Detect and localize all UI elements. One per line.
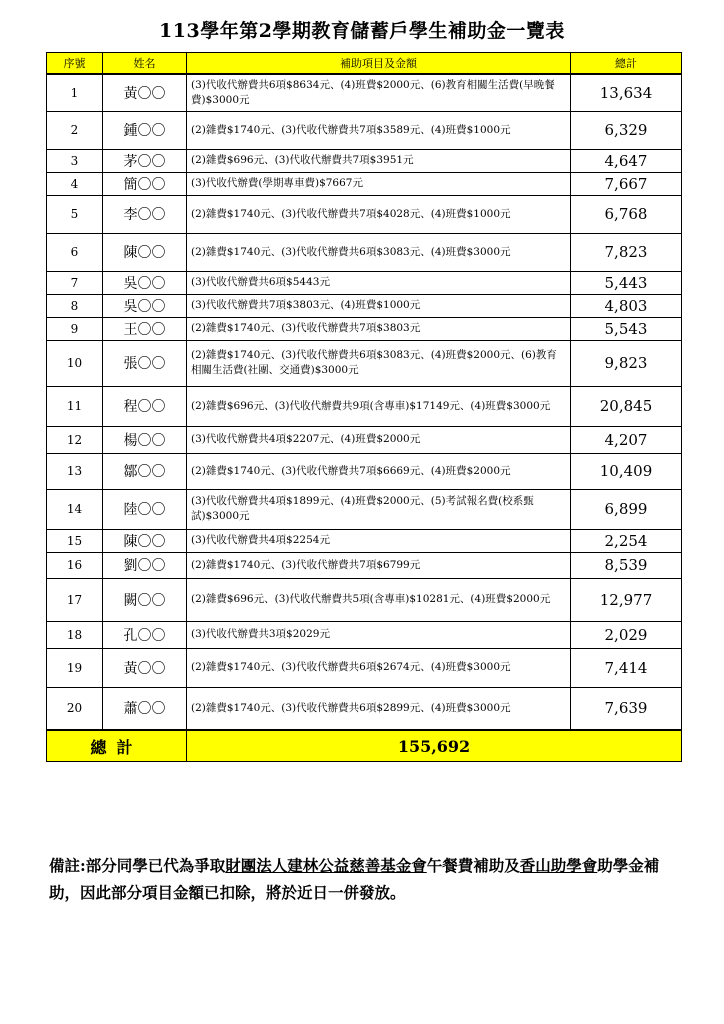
row-item: (2)雜費$1740元、(3)代收代辦費共7項$3803元 (187, 317, 571, 340)
row-item: (2)雜費$696元、(3)代收代辦費共9項(含專車)$17149元、(4)班費$3000元 (187, 386, 571, 426)
row-total: 13,634 (571, 74, 682, 111)
row-total: 10,409 (571, 453, 682, 489)
row-total: 7,823 (571, 233, 682, 271)
table-row (47, 687, 682, 730)
row-no: 13 (47, 453, 103, 489)
row-item: (2)雜費$696元、(3)代收代辦費共5項(含專車)$10281元、(4)班費$2000元 (187, 578, 571, 621)
table-row (47, 648, 682, 687)
row-item: (3)代收代辦費共4項$1899元、(4)班費$2000元、(5)考試報名費(校系甄試)$3000元 (187, 489, 571, 529)
table-row (47, 195, 682, 233)
table-row (47, 317, 682, 340)
table-row (47, 233, 682, 271)
table-row (47, 621, 682, 648)
table-row (47, 552, 682, 578)
row-item: (3)代收代辦費共7項$3803元、(4)班費$1000元 (187, 294, 571, 317)
row-total: 20,845 (571, 386, 682, 426)
row-total: 2,254 (571, 529, 682, 552)
row-name: 鍾〇〇 (103, 111, 187, 149)
note (49, 852, 674, 906)
row-total: 9,823 (571, 340, 682, 386)
row-name: 劉〇〇 (103, 552, 187, 578)
row-no: 16 (47, 552, 103, 578)
row-no: 19 (47, 648, 103, 687)
table-body (47, 74, 682, 730)
row-no: 1 (47, 74, 103, 111)
row-name: 鄒〇〇 (103, 453, 187, 489)
row-item: (2)雜費$1740元、(3)代收代辦費共7項$3589元、(4)班費$1000元 (187, 111, 571, 149)
table-row (47, 149, 682, 172)
row-no: 20 (47, 687, 103, 730)
header-item: 補助項目及金額 (187, 53, 571, 75)
row-total: 4,803 (571, 294, 682, 317)
row-no: 3 (47, 149, 103, 172)
sum-label: 總計 (47, 730, 187, 762)
row-item: (2)雜費$1740元、(3)代收代辦費共7項$4028元、(4)班費$1000元 (187, 195, 571, 233)
row-name: 李〇〇 (103, 195, 187, 233)
row-no: 9 (47, 317, 103, 340)
row-total: 4,647 (571, 149, 682, 172)
row-name: 王〇〇 (103, 317, 187, 340)
row-name: 闕〇〇 (103, 578, 187, 621)
row-no: 18 (47, 621, 103, 648)
row-no: 4 (47, 172, 103, 195)
row-name: 陳〇〇 (103, 233, 187, 271)
table-row (47, 453, 682, 489)
table-header-row (47, 53, 682, 75)
row-no: 2 (47, 111, 103, 149)
row-item: (2)雜費$1740元、(3)代收代辦費共7項$6799元 (187, 552, 571, 578)
document-title: 113學年第2學期教育儲蓄戶學生補助金一覽表 (159, 20, 565, 42)
row-name: 程〇〇 (103, 386, 187, 426)
row-name: 張〇〇 (103, 340, 187, 386)
row-name: 陳〇〇 (103, 529, 187, 552)
row-item: (2)雜費$1740元、(3)代收代辦費共6項$2899元、(4)班費$3000元 (187, 687, 571, 730)
row-name: 楊〇〇 (103, 426, 187, 453)
row-item: (3)代收代辦費共6項$5443元 (187, 271, 571, 294)
subsidy-table (46, 52, 682, 762)
row-total: 7,414 (571, 648, 682, 687)
sum-row (47, 730, 682, 762)
row-total: 5,443 (571, 271, 682, 294)
row-name: 茅〇〇 (103, 149, 187, 172)
row-name: 簡〇〇 (103, 172, 187, 195)
row-total: 7,667 (571, 172, 682, 195)
row-total: 6,768 (571, 195, 682, 233)
table-row (47, 426, 682, 453)
row-item: (3)代收代辦費共4項$2207元、(4)班費$2000元 (187, 426, 571, 453)
row-no: 8 (47, 294, 103, 317)
table-row (47, 74, 682, 111)
note-org1: 財團法人建林公益慈善基金會 (225, 856, 427, 875)
row-total: 4,207 (571, 426, 682, 453)
row-name: 吳〇〇 (103, 271, 187, 294)
row-no: 17 (47, 578, 103, 621)
row-item: (2)雜費$1740元、(3)代收代辦費共7項$6669元、(4)班費$2000元 (187, 453, 571, 489)
note-prefix: 備註:部分同學已代為爭取 (49, 856, 226, 875)
row-no: 10 (47, 340, 103, 386)
row-item: (2)雜費$1740元、(3)代收代辦費共6項$3083元、(4)班費$2000元、(6)教育相關生活費(社團、交通費)$3000元 (187, 340, 571, 386)
table-row (47, 489, 682, 529)
row-name: 蕭〇〇 (103, 687, 187, 730)
table-row (47, 578, 682, 621)
table-row (47, 340, 682, 386)
row-total: 5,543 (571, 317, 682, 340)
sum-value: 155,692 (187, 730, 682, 762)
row-no: 12 (47, 426, 103, 453)
row-total: 7,639 (571, 687, 682, 730)
table-row (47, 172, 682, 195)
note-middle: 午餐費補助及 (426, 856, 520, 875)
header-no: 序號 (47, 53, 103, 75)
row-total: 6,899 (571, 489, 682, 529)
table-row (47, 529, 682, 552)
table-row (47, 386, 682, 426)
row-item: (3)代收代辦費(學期專車費)$7667元 (187, 172, 571, 195)
row-item: (2)雜費$696元、(3)代收代辦費共7項$3951元 (187, 149, 571, 172)
row-name: 孔〇〇 (103, 621, 187, 648)
table-row (47, 111, 682, 149)
table-row (47, 294, 682, 317)
row-name: 黃〇〇 (103, 648, 187, 687)
row-item: (2)雜費$1740元、(3)代收代辦費共6項$2674元、(4)班費$3000元 (187, 648, 571, 687)
table-row (47, 271, 682, 294)
header-total: 總計 (571, 53, 682, 75)
row-item: (3)代收代辦費共3項$2029元 (187, 621, 571, 648)
row-item: (2)雜費$1740元、(3)代收代辦費共6項$3083元、(4)班費$3000元 (187, 233, 571, 271)
row-total: 12,977 (571, 578, 682, 621)
row-name: 陸〇〇 (103, 489, 187, 529)
header-name: 姓名 (103, 53, 187, 75)
row-no: 7 (47, 271, 103, 294)
row-name: 黃〇〇 (103, 74, 187, 111)
row-item: (3)代收代辦費共4項$2254元 (187, 529, 571, 552)
row-total: 8,539 (571, 552, 682, 578)
note-org2: 香山助學會 (519, 856, 598, 875)
row-item: (3)代收代辦費共6項$8634元、(4)班費$2000元、(6)教育相關生活費(早晚餐費)$3000元 (187, 74, 571, 111)
note-suffix: 助學金補助，因此部分項目金額已扣除，將於近日一併發放。 (49, 856, 660, 902)
row-total: 2,029 (571, 621, 682, 648)
row-no: 15 (47, 529, 103, 552)
row-no: 11 (47, 386, 103, 426)
row-total: 6,329 (571, 111, 682, 149)
row-no: 5 (47, 195, 103, 233)
row-no: 14 (47, 489, 103, 529)
row-no: 6 (47, 233, 103, 271)
row-name: 吳〇〇 (103, 294, 187, 317)
